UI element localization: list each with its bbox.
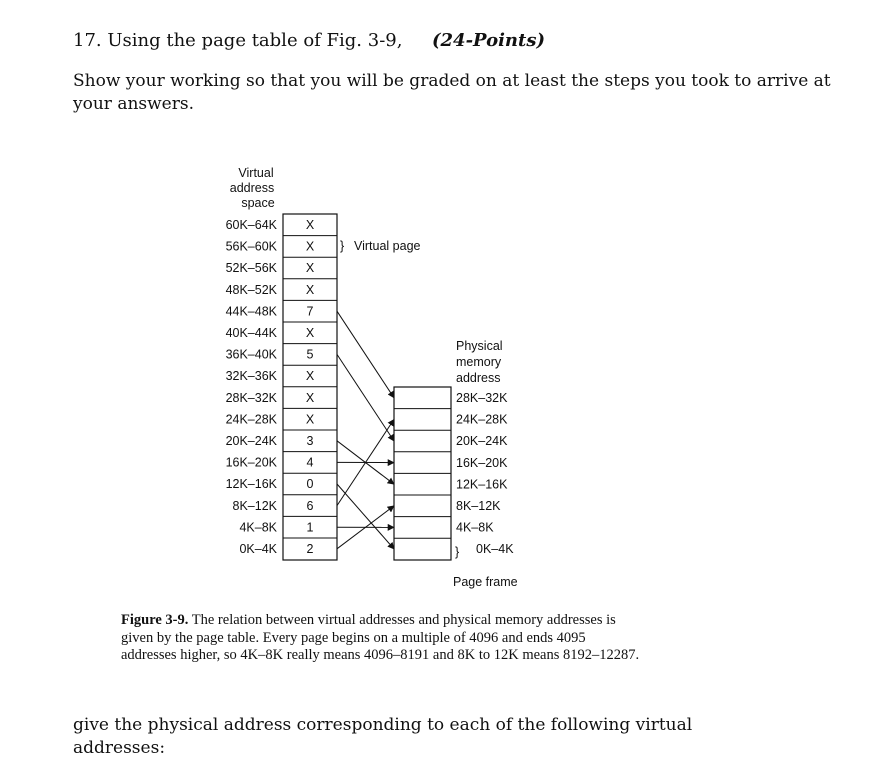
mapping-arrows [337, 311, 394, 549]
page-table-entry: 0 [307, 477, 314, 491]
virtual-range-label: 56K–60K [226, 240, 278, 254]
page-table-entry: X [306, 218, 315, 232]
question-title: 17. Using the page table of Fig. 3-9, [73, 30, 402, 51]
page-table-entry: X [306, 412, 315, 426]
page-table-entry: X [306, 283, 315, 297]
virtual-range-label: 16K–20K [226, 456, 278, 470]
physical-memory [394, 391, 514, 556]
virtual-range-label: 32K–36K [226, 369, 278, 383]
virtual-range-label: 8K–12K [233, 499, 278, 513]
physical-range-label: 4K–8K [456, 521, 494, 535]
virtual-range-label: 36K–40K [226, 348, 278, 362]
physical-range-label: 0K–4K [476, 542, 514, 556]
page-table-entry: 2 [307, 542, 314, 556]
caption-label: Figure 3-9. [121, 612, 188, 628]
physical-range-label: 28K–32K [456, 391, 508, 405]
physical-range-label: 12K–16K [456, 477, 508, 491]
physical-range-label: 8K–12K [456, 499, 501, 513]
virtual-range-label: 40K–44K [226, 326, 278, 340]
virtual-range-label: 28K–32K [226, 391, 278, 405]
mapping-arrow [337, 354, 394, 441]
prompt-text: give the physical address corresponding to each of the following virtual addresses: [73, 714, 773, 760]
physical-header-line-1: Physical [456, 339, 503, 353]
page-table-entry: X [306, 326, 315, 340]
caption-text: The relation between virtual addresses and physical memory addresses is given by the page table. Every page begins on a multiple of 4096 and ends 4095 addresses higher, so 4K–8K really means 4096–8191 and 8K to 12K means 8192–12287. [121, 612, 639, 663]
virtual-range-label: 52K–56K [226, 261, 278, 275]
page-table-entry: 3 [307, 434, 314, 448]
mapping-arrow [337, 311, 394, 398]
virtual-range-label: 12K–16K [226, 477, 278, 491]
page-table-entry: X [306, 261, 315, 275]
page-table [226, 218, 337, 556]
page-frame-brace: } [455, 545, 459, 559]
mapping-arrow [337, 484, 394, 549]
virtual-range-label: 0K–4K [239, 542, 277, 556]
virtual-range-label: 4K–8K [239, 520, 277, 534]
virtual-range-label: 44K–48K [226, 304, 278, 318]
physical-header-line-2: memory [456, 355, 502, 369]
page-table-entry: X [306, 369, 315, 383]
virtual-header-line-2: address [230, 181, 274, 195]
virtual-header-line-1: Virtual [238, 166, 273, 180]
virtual-range-label: 24K–28K [226, 412, 278, 426]
page-table-entry: X [306, 391, 315, 405]
page-table-entry: X [306, 240, 315, 254]
physical-range-label: 20K–24K [456, 434, 508, 448]
figure-caption [121, 612, 641, 665]
virtual-range-label: 48K–52K [226, 283, 278, 297]
physical-header-line-3: address [456, 371, 500, 385]
instructions: Show your working so that you will be graded on at least the steps you took to arrive at your answers. [73, 70, 833, 116]
page-table-entry: 7 [307, 304, 314, 318]
page-table-entry: 5 [307, 348, 314, 362]
page-table-entry: 1 [307, 520, 314, 534]
virtual-page-label: Virtual page [354, 239, 421, 253]
question-points: (24-Points) [432, 30, 545, 51]
virtual-range-label: 20K–24K [226, 434, 278, 448]
virtual-page-brace: } [340, 239, 344, 253]
page-frame-label: Page frame [453, 575, 518, 589]
physical-range-label: 24K–28K [456, 413, 508, 427]
page-table-entry: 4 [307, 456, 314, 470]
page-table-entry: 6 [307, 499, 314, 513]
virtual-header-line-3: space [241, 196, 274, 210]
physical-range-label: 16K–20K [456, 456, 508, 470]
virtual-range-label: 60K–64K [226, 218, 278, 232]
